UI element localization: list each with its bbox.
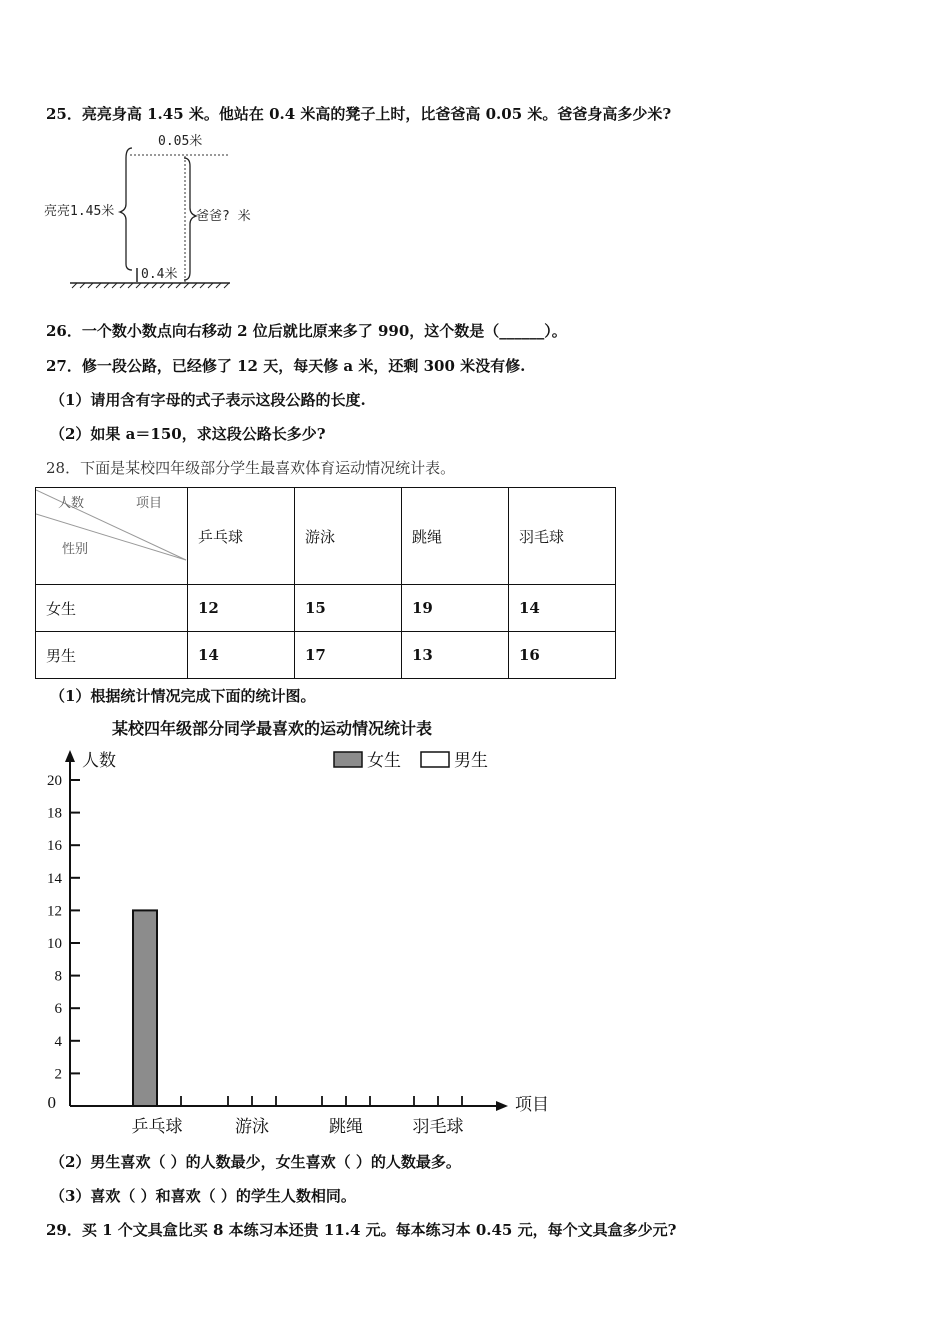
y-tick-label: 4	[54, 1033, 62, 1050]
corner-cell	[36, 488, 188, 585]
corner-item: 项目	[136, 496, 163, 511]
table-cell: 16	[509, 632, 616, 679]
table-row	[36, 632, 616, 679]
column-header: 乒乓球	[188, 488, 295, 585]
table-cell: 12	[188, 585, 295, 632]
table-cell: 17	[295, 632, 402, 679]
y-axis-label: 人数	[82, 751, 116, 770]
question-27-sub1: （1）请用含有字母的式子表示这段公路的长度.	[50, 391, 366, 409]
y-tick-label: 14	[47, 870, 62, 887]
bottom-label: 0.4米	[141, 267, 178, 282]
question-28-sub2: （2）男生喜欢（ ）的人数最少，女生喜欢（ ）的人数最多。	[50, 1153, 461, 1171]
top-label: 0.05米	[158, 134, 203, 149]
table-cell: 19	[402, 585, 509, 632]
question-28: 28．下面是某校四年级部分学生最喜欢体育运动情况统计表。	[46, 459, 456, 477]
y-tick-label: 16	[47, 838, 62, 855]
table-cell: 13	[402, 632, 509, 679]
question-29: 29．买 1 个文具盒比买 8 本练习本还贵 11.4 元。每本练习本 0.45 元，每个文具盒多少元?	[46, 1221, 677, 1239]
right-label: 爸爸? 米	[196, 209, 251, 224]
column-header: 羽毛球	[509, 488, 616, 585]
bar-chart	[30, 712, 590, 1142]
y-tick-label: 2	[54, 1066, 62, 1083]
x-axis-label: 项目	[515, 1095, 549, 1114]
y-tick-label: 0	[47, 1093, 56, 1112]
question-27-sub2: （2）如果 a＝150，求这段公路长多少?	[50, 425, 326, 443]
column-header: 跳绳	[402, 488, 509, 585]
table-cell: 14	[188, 632, 295, 679]
row-label: 男生	[36, 632, 188, 679]
legend-boys-label: 男生	[454, 751, 488, 770]
question-25: 25．亮亮身高 1.45 米。他站在 0.4 米高的凳子上时，比爸爸高 0.05 米。爸爸身高多少米?	[46, 105, 672, 123]
question-27: 27．修一段公路，已经修了 12 天，每天修 a 米，还剩 300 米没有修.	[46, 357, 526, 375]
left-label: 亮亮1.45米	[44, 204, 115, 219]
row-label: 女生	[36, 585, 188, 632]
y-tick-label: 8	[54, 968, 62, 985]
chart-title: 某校四年级部分同学最喜欢的运动情况统计表	[111, 721, 433, 738]
y-tick-label: 18	[47, 805, 62, 822]
bar-girls	[133, 910, 157, 1106]
y-axis-arrow	[65, 750, 75, 762]
legend-boys-swatch	[421, 752, 449, 767]
y-tick-label: 12	[47, 903, 62, 920]
table-cell: 14	[509, 585, 616, 632]
legend-girls-swatch	[334, 752, 362, 767]
corner-gender: 性别	[62, 542, 89, 557]
x-tick-label: 跳绳	[329, 1117, 363, 1136]
table-row	[36, 585, 616, 632]
table-cell: 15	[295, 585, 402, 632]
y-tick-label: 20	[47, 773, 62, 789]
height-diagram	[40, 128, 280, 298]
y-tick-label: 6	[54, 1001, 62, 1018]
y-tick-label: 10	[47, 936, 62, 952]
question-28-sub1: （1）根据统计情况完成下面的统计图。	[50, 687, 316, 705]
question-26: 26．一个数小数点向右移动 2 位后就比原来多了 990，这个数是（______）。	[46, 322, 567, 340]
statistics-table	[35, 487, 616, 679]
x-tick-label: 羽毛球	[412, 1117, 464, 1136]
question-28-sub3: （3）喜欢（ ）和喜欢（ ）的学生人数相同。	[50, 1187, 356, 1205]
legend-girls-label: 女生	[367, 751, 401, 770]
x-tick-label: 游泳	[235, 1117, 269, 1136]
x-axis-arrow	[496, 1101, 508, 1111]
x-tick-label: 乒乓球	[131, 1117, 183, 1136]
column-header: 游泳	[295, 488, 402, 585]
corner-people: 人数	[58, 496, 85, 511]
